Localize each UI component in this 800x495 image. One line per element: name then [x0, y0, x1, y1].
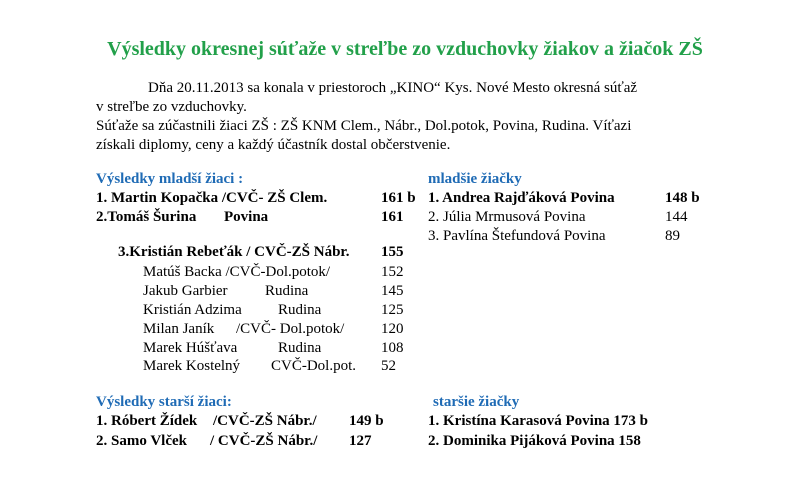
younger-girls-score-3: 89 — [665, 228, 680, 244]
intro-line-4: získali diplomy, ceny a každý účastník dostal občerstvenie. — [96, 137, 451, 153]
younger-boys-score-6: 125 — [381, 302, 404, 318]
older-girls-heading: staršie žiačky — [433, 394, 520, 410]
younger-boys-score-7: 120 — [381, 321, 404, 337]
older-girls-row-1: 1. Kristína Karasová Povina 173 b — [428, 413, 649, 429]
older-boys-score-1: 149 b — [349, 413, 384, 429]
younger-boys-name-8: Marek Húšťava — [143, 340, 238, 356]
younger-girls-score-2: 144 — [665, 209, 688, 225]
page-title: Výsledky okresnej súťaže v streľbe zo vzduchovky žiakov a žiačok ZŠ — [107, 38, 703, 60]
younger-boys-score-3: 155 — [381, 244, 404, 260]
younger-girls-name-2: 2. Júlia Mrmusová Povina — [428, 209, 586, 225]
younger-boys-name-4: Matúš Backa /CVČ-Dol.potok/ — [143, 264, 331, 280]
younger-girls-heading: mladšie žiačky — [428, 171, 522, 187]
older-boys-score-2: 127 — [349, 433, 372, 449]
younger-girls-name-3: 3. Pavlína Štefundová Povina — [428, 228, 606, 244]
younger-boys-school-9: CVČ-Dol.pot. — [271, 358, 357, 374]
younger-boys-name-3: 3.Kristián Rebeťák / CVČ-ZŠ Nábr. — [118, 244, 350, 260]
younger-boys-school-6: Rudina — [278, 302, 322, 318]
younger-boys-school-2: Povina — [224, 209, 269, 225]
younger-boys-school-5: Rudina — [265, 283, 309, 299]
younger-girls-score-1: 148 b — [665, 190, 700, 206]
intro-line-2: v streľbe zo vzduchovky. — [96, 99, 247, 115]
younger-boys-name-2: 2.Tomáš Šurina — [96, 209, 197, 225]
younger-boys-heading: Výsledky mladší žiaci : — [96, 171, 244, 187]
younger-boys-name-9: Marek Kostelný — [143, 358, 241, 374]
intro-line-3: Súťaže sa zúčastnili žiaci ZŠ : ZŠ KNM Clem., Nábr., Dol.potok, Povina, Rudina. Víťazi — [96, 118, 632, 134]
younger-boys-school-7: /CVČ- Dol.potok/ — [236, 321, 345, 337]
older-boys-school-2: / CVČ-ZŠ Nábr./ — [210, 433, 318, 449]
younger-boys-name-7: Milan Janík — [143, 321, 215, 337]
younger-boys-score-1: 161 b — [381, 190, 416, 206]
intro-line-1: Dňa 20.11.2013 sa konala v priestoroch „KINO“ Kys. Nové Mesto okresná súťaž — [148, 80, 638, 96]
older-boys-school-1: /CVČ-ZŠ Nábr./ — [213, 413, 317, 429]
older-boys-name-2: 2. Samo Vlček — [96, 433, 187, 449]
younger-boys-score-5: 145 — [381, 283, 404, 299]
younger-boys-school-8: Rudina — [278, 340, 322, 356]
younger-boys-score-9: 52 — [381, 358, 396, 374]
younger-boys-score-2: 161 — [381, 209, 404, 225]
younger-boys-name-6: Kristián Adzima — [143, 302, 242, 318]
older-boys-name-1: 1. Róbert Žídek — [96, 413, 198, 429]
younger-boys-name-5: Jakub Garbier — [143, 283, 228, 299]
younger-boys-score-8: 108 — [381, 340, 404, 356]
older-girls-row-2: 2. Dominika Pijáková Povina 158 — [428, 433, 641, 449]
younger-girls-name-1: 1. Andrea Rajďáková Povina — [428, 190, 615, 206]
younger-boys-name-1: 1. Martin Kopačka /CVČ- ZŠ Clem. — [96, 190, 328, 206]
older-boys-heading: Výsledky starší žiaci: — [96, 394, 232, 410]
younger-boys-score-4: 152 — [381, 264, 404, 280]
